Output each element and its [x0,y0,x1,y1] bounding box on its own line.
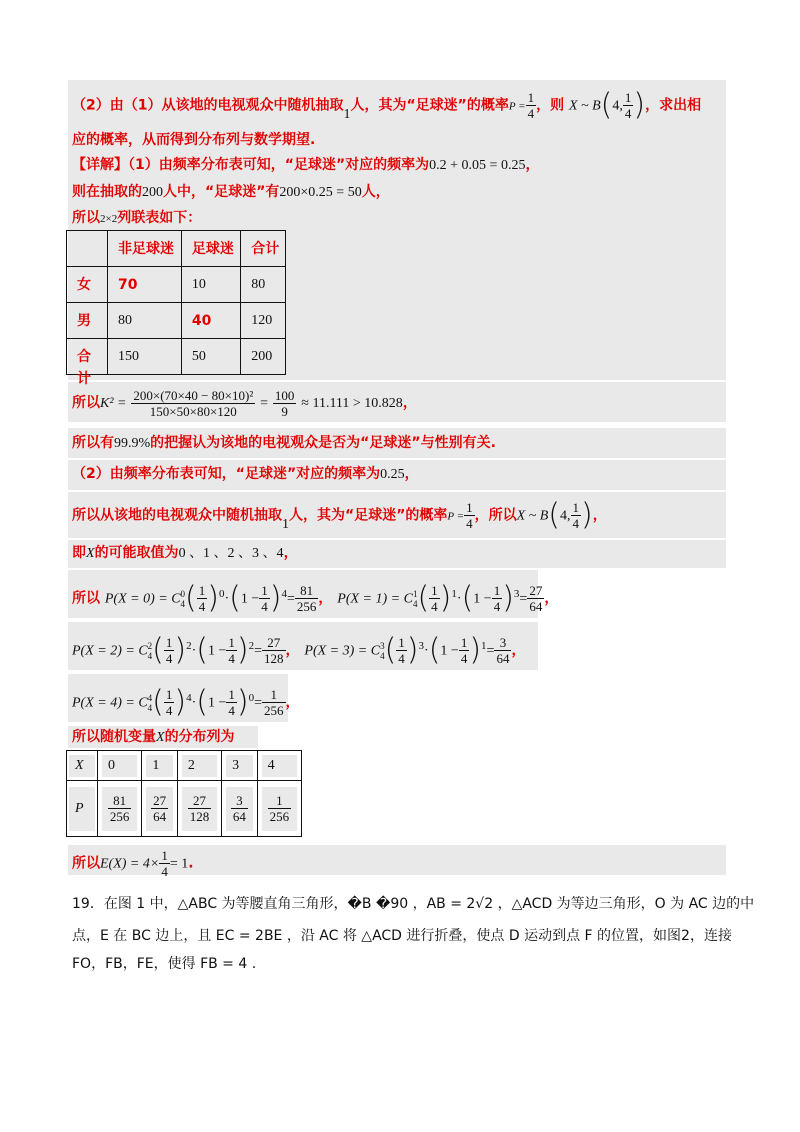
table-row: 合计 150 50 200 [67,339,286,375]
expectation-line: 所以E(X) = 4× $\frac{1}{4}$ = 1. [72,848,194,879]
frac-one-quarter: $\frac{1}{4}$ [527,90,535,121]
prob-line-0-1: 所以 P(X = 0) = C 0 4 ( $\frac{1}{4}$ )$^0$·(1 − $\frac{1}{4}$ )$^4$= $\frac{81}{256}$ ， P(X = 1) = C 1 4 ( $\frac{1}{4}$ )$^1$·(1 − $\frac{1}{4}$ )$^3$= $\frac{27}{64}$ ， [72,580,559,616]
conclusion-line: 所以有99.9%的把握认为该地的电视观众是否为“足球迷”与性别有关. [72,435,496,451]
prob-line-4: P(X = 4) = C 4 4 ( $\frac{1}{4}$ )$^4$·(1 − $\frac{1}{4}$ )$^0$= $\frac{1}{256}$ ， [72,684,300,720]
hint-line-1: （2）由（1）从该地的电视观众中随机抽取1人，其为“足球迷”的概率P = $\frac{1}{4}$ ，则 X ~ B(4, $\frac{1}{4}$ )，求出相 [72,87,702,123]
q19-line-2: 点，E 在 BC 边上，且 EC = 2BE ，沿 AC 将 △ACD 进行折叠，使点 D 运动到点 F 的位置，如图2，连接 [72,928,732,944]
hint-line-2: 应的概率，从而得到分布列与数学期望. [72,132,316,148]
table-header-empty [71,238,103,260]
table-row: 男 80 40 120 [67,303,286,339]
prob-line-2-3: P(X = 2) = C 2 4 ( $\frac{1}{4}$ )$^2$·(1 − $\frac{1}{4}$ )$^2$= $\frac{27}{128}$ ， P(X = 3) = C 3 4 ( $\frac{1}{4}$ )$^3$·(1 − $\frac{1}{4}$ )$^1$= $\frac{3}{64}$ ， [72,632,526,668]
q19-line-1: 19．在图 1 中，△ABC 为等腰直角三角形，�B �90 ，AB = 2√2 ，△ACD 为等边三角形，O 为 AC 边的中 [72,896,755,912]
part2-line-3: 即X的可能取值为0 、1 、2 、3 、4， [72,545,298,561]
detail-line-2: 则在抽取的200人中，“足球迷”有200×0.25 = 50人， [72,184,390,200]
part2-line-2: 所以从该地的电视观众中随机抽取1人，其为“足球迷”的概率P = $\frac{1}{4}$ ，所以X ~ B(4, $\frac{1}{4}$ )， [72,497,607,533]
q19-line-3: FO，FB，FE，使得 FB = 4 . [72,956,257,972]
dist-x-row: X 0 1 2 3 4 [67,751,302,781]
dist-intro: 所以随机变量X的分布列为 [72,729,235,745]
k2-line: 所以K² = $\frac{\text{200×(70×40 − 80×10)²}}{150\times 50\times 80\times 120}$ = $\frac{100}{9}$ ≈ 11.111 > 10.828， [72,387,417,419]
table-header-non-fan: 非足球迷 [112,238,177,260]
detail-line-3: 所以2×2列联表如下： [72,210,202,226]
contingency-table [66,230,286,387]
dist-p-row: P $\frac{81}{256}$ $\frac{27}{64}$ $\frac{27}{128}$ $\frac{3}{64}$ $\frac{1}{256}$ [67,781,302,837]
distribution-table [66,750,302,837]
table-header-total: 合计 [245,238,281,260]
table-header-row [67,231,286,267]
table-row: 女 70 10 80 [67,267,286,303]
detail-line-1: 【详解】（1）由频率分布表可知，“足球迷”对应的频率为0.2 + 0.05 = 0.25， [72,157,540,173]
table-header-fan: 足球迷 [186,238,236,260]
part2-line-1: （2）由频率分布表可知，“足球迷”对应的频率为0.25， [72,466,419,482]
